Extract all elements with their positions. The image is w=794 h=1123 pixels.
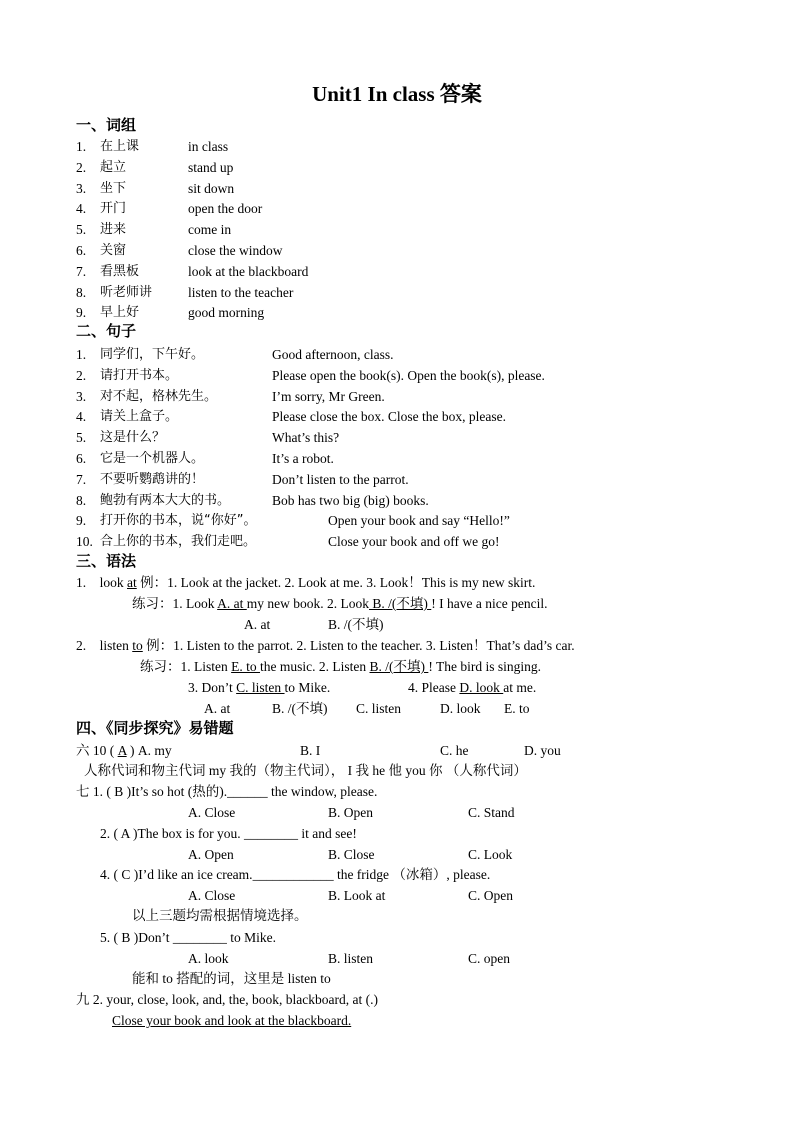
phrase-english: look at the blackboard xyxy=(188,263,309,279)
sentence-chinese: 同学们，下午好。 xyxy=(100,347,205,362)
grammar-item-1 xyxy=(76,574,535,592)
sentence-english: Open your book and say “Hello!” xyxy=(328,513,510,529)
note-pronouns: 人称代词和物主代词 my 我的（物主代词）， I 我 he 他 you 你 （人称代词） xyxy=(84,763,527,778)
question-blank: ________ xyxy=(172,930,227,945)
exercise-text: 3. Don’t xyxy=(188,680,237,695)
exercise-answer: B. /(不填) xyxy=(369,596,432,611)
option-c: C. Stand xyxy=(468,805,515,820)
question-prefix: 七 1. ( B )It’s so hot (热的). xyxy=(76,784,228,799)
exercise-answer: C. listen xyxy=(236,680,285,695)
grammar-exercise-2c xyxy=(408,679,536,697)
sentence-chinese: 它是一个机器人。 xyxy=(100,451,205,466)
question-text: it and see! xyxy=(298,826,357,841)
phrase-number: 8. xyxy=(76,284,87,300)
sentence-chinese: 请关上盒子。 xyxy=(100,409,179,425)
option-c: C. he xyxy=(440,743,469,758)
grammar-keyword-underlined: to xyxy=(132,638,143,653)
phrase-english: sit down xyxy=(188,180,235,196)
option-b: B. listen xyxy=(328,951,374,966)
phrase-chinese: 关窗 xyxy=(100,243,127,258)
page-title: Unit1 In class 答案 xyxy=(312,82,482,106)
question-answer: A xyxy=(117,743,127,758)
phrase-english: close the window xyxy=(188,243,283,258)
exercise-text: at me. xyxy=(503,680,537,695)
note-collocation: 能和 to 搭配的词，这里是 listen to xyxy=(132,971,331,986)
grammar-item-2 xyxy=(76,637,575,655)
phrase-chinese: 进来 xyxy=(100,222,127,238)
phrase-chinese: 听老师讲 xyxy=(100,284,153,300)
sentence-number: 5. xyxy=(76,430,87,446)
sentence-number: 6. xyxy=(76,451,87,466)
phrase-chinese: 坐下 xyxy=(100,180,127,196)
grammar-example: 例：1. Listen to the parrot. 2. Listen to the teacher. 3. Listen！That’s dad’s car. xyxy=(142,638,575,653)
phrase-chinese: 看黑板 xyxy=(100,263,140,279)
sentence-number: 2. xyxy=(76,367,87,383)
phrase-chinese: 起立 xyxy=(100,159,127,175)
grammar-keyword: listen xyxy=(99,638,133,653)
question-7-5 xyxy=(100,929,276,947)
grammar-number: 2. xyxy=(76,638,87,653)
sentence-english: Close your book and off we go! xyxy=(328,534,500,550)
grammar-keyword-underlined: at xyxy=(127,575,137,590)
question-text: to Mike. xyxy=(226,930,276,945)
option-b: B. Open xyxy=(328,805,373,820)
option-b: B. Look at xyxy=(328,888,386,903)
phrase-number: 2. xyxy=(76,159,87,175)
question-option: ) A. my xyxy=(126,743,172,758)
grammar-keyword: look xyxy=(99,575,128,590)
exercise-label: 练习：1. Look xyxy=(132,596,218,611)
phrase-number: 9. xyxy=(76,305,87,321)
question-9-2-answer: Close your book and look at the blackboard. xyxy=(112,1013,352,1028)
exercise-answer: E. to xyxy=(231,659,260,674)
sentence-english: Bob has two big (big) books. xyxy=(272,492,429,508)
exercise-text: ! I have a nice pencil. xyxy=(431,596,548,611)
exercise-label: 练习：1. Listen xyxy=(140,659,232,674)
option-a: A. at xyxy=(204,701,231,716)
option-a: A. Close xyxy=(188,888,236,903)
phrase-number: 1. xyxy=(76,139,87,154)
phrase-chinese: 在上课 xyxy=(100,139,140,154)
exercise-answer: B. /(不填) xyxy=(369,659,429,674)
question-prefix: 2. ( A )The box is for you. xyxy=(100,826,244,841)
option-b: B. Close xyxy=(328,847,375,862)
option-b: B. /(不填) xyxy=(272,701,328,716)
option-d: D. look xyxy=(440,701,481,716)
sentence-number: 9. xyxy=(76,513,87,529)
option-c: C. Open xyxy=(468,888,513,903)
grammar-number: 1. xyxy=(76,575,87,590)
question-prefix: 4. ( C )I’d like an ice cream. xyxy=(100,867,253,882)
section-heading-grammar: 三、语法 xyxy=(76,554,137,570)
phrase-chinese: 早上好 xyxy=(100,305,140,321)
phrase-english: in class xyxy=(188,139,229,154)
sentence-english: Don’t listen to the parrot. xyxy=(272,471,409,487)
exercise-text: 4. Please xyxy=(408,680,460,695)
question-blank: ______ xyxy=(227,784,268,799)
note-context: 以上三题均需根据情境选择。 xyxy=(132,908,308,923)
option-a: A. Close xyxy=(188,805,236,820)
sentence-chinese: 合上你的书本，我们走吧。 xyxy=(100,534,257,550)
sentence-chinese: 对不起，格林先生。 xyxy=(100,388,218,404)
phrase-number: 5. xyxy=(76,222,87,238)
question-blank: ____________ xyxy=(252,867,334,882)
option-b: B. /(不填) xyxy=(328,617,384,632)
exercise-text: the music. 2. Listen xyxy=(260,659,370,674)
sentence-chinese: 不要听鹦鹉讲的！ xyxy=(100,471,205,487)
exercise-text: my new book. 2. Look xyxy=(246,596,370,611)
option-b: B. I xyxy=(300,743,321,758)
phrase-number: 6. xyxy=(76,243,87,258)
question-prefix: 六 10 ( xyxy=(76,743,118,758)
grammar-exercise-2 xyxy=(140,658,541,676)
phrase-chinese: 开门 xyxy=(100,201,127,217)
phrase-english: come in xyxy=(188,222,232,238)
sentence-number: 3. xyxy=(76,388,87,404)
option-e: E. to xyxy=(504,701,530,716)
sentence-number: 1. xyxy=(76,347,87,362)
question-blank: ________ xyxy=(244,826,298,841)
exercise-text: to Mike. xyxy=(284,680,331,695)
option-a: A. look xyxy=(188,951,229,966)
exercise-answer: A. at xyxy=(217,596,247,611)
phrase-number: 4. xyxy=(76,201,87,217)
phrase-english: stand up xyxy=(188,159,234,175)
question-7-1 xyxy=(76,783,377,801)
sentence-number: 8. xyxy=(76,492,87,508)
option-a: A. Open xyxy=(188,847,234,862)
question-7-2 xyxy=(100,825,357,843)
question-text: the window, please. xyxy=(267,784,378,799)
section-heading-sentences: 二、句子 xyxy=(76,324,137,340)
question-6-10 xyxy=(76,742,172,760)
phrase-english: open the door xyxy=(188,201,263,217)
sentence-chinese: 鲍勃有两本大大的书。 xyxy=(100,492,231,508)
option-c: C. open xyxy=(468,951,510,966)
option-c: C. Look xyxy=(468,847,513,862)
phrase-number: 3. xyxy=(76,180,87,196)
option-c: C. listen xyxy=(356,701,402,716)
question-prefix: 5. ( B )Don’t xyxy=(100,930,173,945)
sentence-english: Please open the book(s). Open the book(s), please. xyxy=(272,367,545,383)
exercise-text: ! The bird is singing. xyxy=(428,659,541,674)
section-heading-errors: 四、《同步探究》易错题 xyxy=(76,721,234,737)
question-9-2: 九 2. your, close, look, and, the, book, blackboard, at (.) xyxy=(76,992,379,1007)
sentence-number: 7. xyxy=(76,471,87,487)
question-text: the fridge （冰箱）, please. xyxy=(333,867,491,882)
exercise-answer: D. look xyxy=(459,680,504,695)
sentence-number: 10. xyxy=(76,534,93,550)
option-a: A. at xyxy=(244,617,271,632)
grammar-example: 例：1. Look at the jacket. 2. Look at me. 3. Look！This is my new skirt. xyxy=(136,575,536,590)
sentence-english: What’s this? xyxy=(272,430,340,446)
sentence-english: It’s a robot. xyxy=(272,451,334,466)
sentence-english: Good afternoon, class. xyxy=(272,347,394,362)
sentence-english: Please close the box. Close the box, please. xyxy=(272,409,506,425)
sentence-number: 4. xyxy=(76,409,87,425)
option-d: D. you xyxy=(524,743,561,758)
sentence-chinese: 这是什么？ xyxy=(100,430,166,446)
grammar-exercise-1 xyxy=(132,595,547,613)
section-heading-phrases: 一、词组 xyxy=(76,118,137,134)
phrase-number: 7. xyxy=(76,263,87,279)
question-7-4 xyxy=(100,866,490,884)
sentence-english: I’m sorry, Mr Green. xyxy=(272,388,385,404)
sentence-chinese: 打开你的书本，说“你好”。 xyxy=(100,513,257,529)
grammar-exercise-2b xyxy=(188,679,330,697)
phrase-english: listen to the teacher xyxy=(188,284,294,300)
phrase-english: good morning xyxy=(188,305,265,321)
sentence-chinese: 请打开书本。 xyxy=(100,367,179,383)
